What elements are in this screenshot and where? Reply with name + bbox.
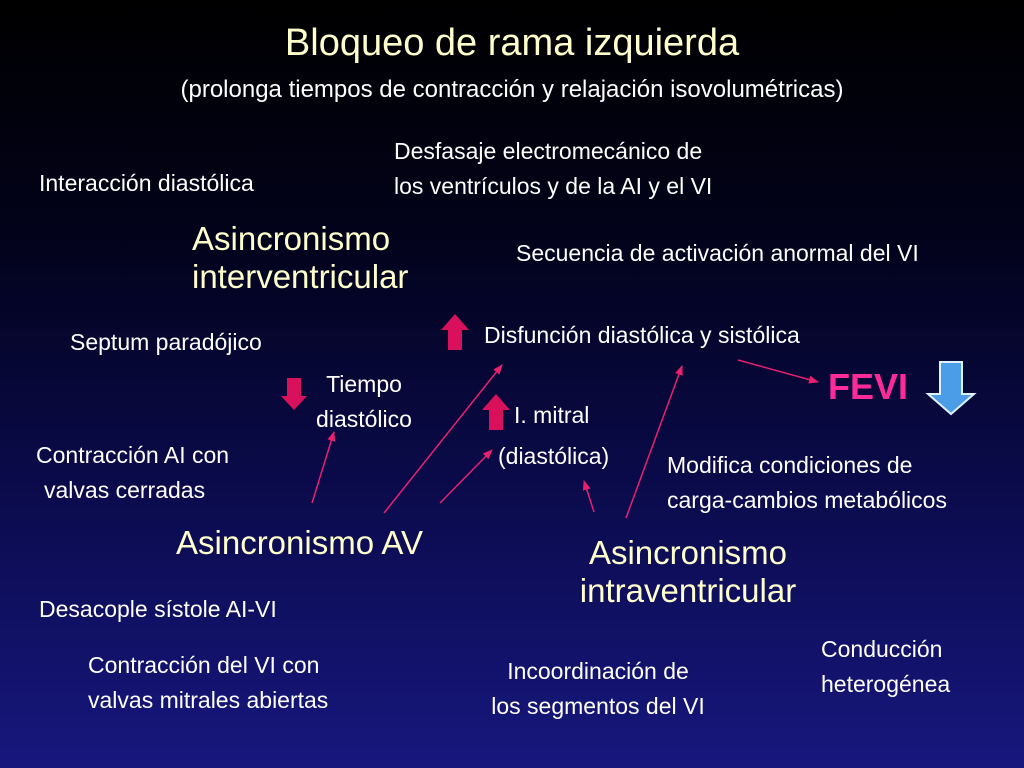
connector-av-to-tiempo [312,432,334,503]
contraccion-vi-label: Contracción del VI con valvas mitrales abiertas [88,652,329,713]
disfuncion-label: Disfunción diastólica y sistólica [484,322,800,348]
conduccion-label: Conducción heterogénea [821,636,951,697]
asincronismo-av-label: Asincronismo AV [176,524,423,561]
i-mitral-label: I. mitral (diastólica) [498,402,610,469]
connector-disfuncion-to-fevi [738,360,818,382]
slide-subtitle: (prolonga tiempos de contracción y relajación isovolumétricas) [180,76,844,103]
contraccion-ai-label: Contracción AI con valvas cerradas [36,442,230,503]
down-arrow-icon [281,378,307,410]
interaccion-diastolica-label: Interacción diastólica [39,170,254,196]
fevi-label: FEVI [828,366,909,407]
connector-intra-to-imitral [584,481,594,512]
connector-av-to-disfuncion [384,365,502,513]
desacople-label: Desacople sístole AI-VI [39,596,277,622]
connector-av-to-imitral [440,450,492,503]
up-arrow-icon [482,394,510,430]
secuencia-activacion-label: Secuencia de activación anormal del VI [516,240,919,266]
modifica-condiciones-label: Modifica condiciones de carga-cambios metabólicos [667,452,947,513]
down-arrow-icon [928,362,974,414]
asincronismo-interventricular-label: Asincronismo interventricular [192,220,409,295]
incoordinacion-label: Incoordinación de los segmentos del VI [491,658,705,719]
tiempo-diastolico-label: Tiempo diastólico [316,371,412,432]
desfasaje-label: Desfasaje electromecánico de los ventrículos y de la AI y el VI [394,138,713,199]
up-arrow-icon [441,314,469,350]
septum-paradojico-label: Septum paradójico [70,329,262,355]
slide-title: Bloqueo de rama izquierda [284,22,740,64]
connector-intra-to-disfuncion [626,366,682,518]
asincronismo-intraventricular-label: Asincronismo intraventricular [579,534,797,609]
